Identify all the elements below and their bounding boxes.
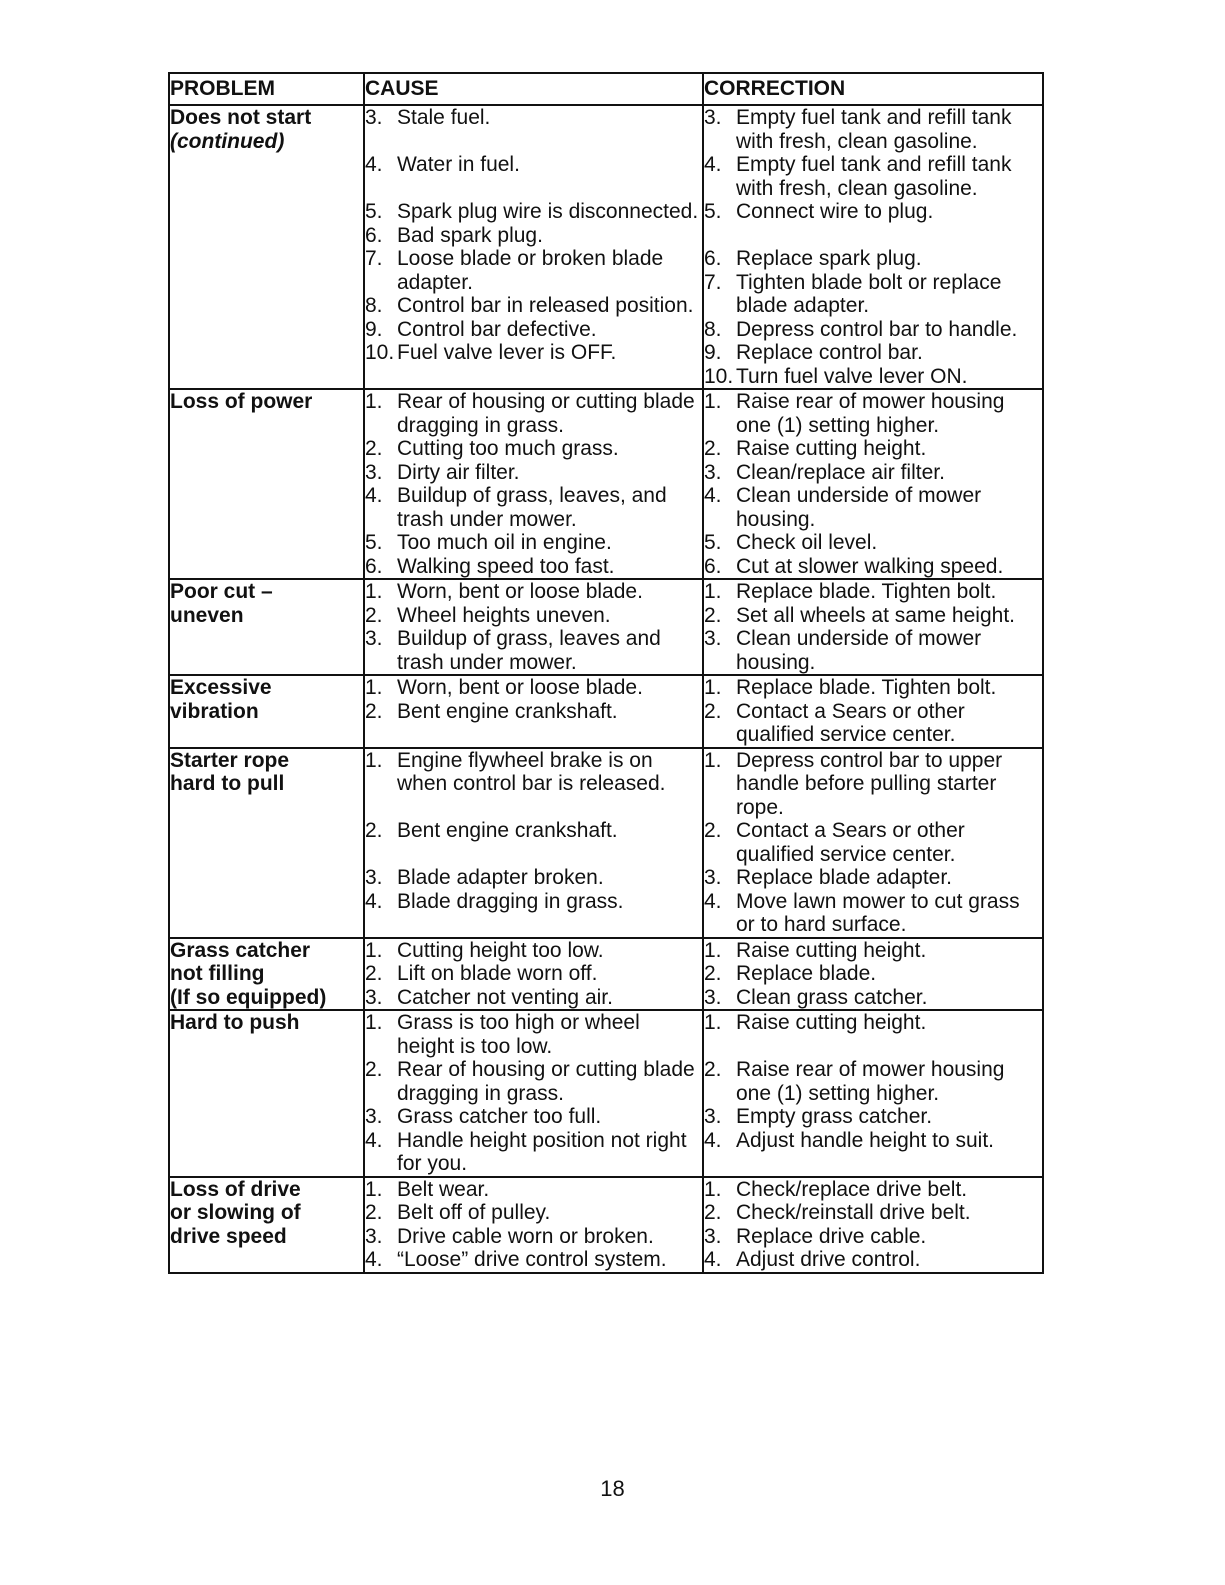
table-row <box>169 389 1043 579</box>
correction-item <box>704 580 1042 604</box>
correction-cell <box>703 675 1043 748</box>
correction-item <box>704 1225 1042 1249</box>
correction-cell <box>703 938 1043 1011</box>
correction-item <box>704 271 1042 318</box>
correction-item <box>704 604 1042 628</box>
item-number: 1. <box>365 1011 383 1034</box>
table-row <box>169 675 1043 748</box>
item-text: Blade dragging in grass. <box>397 889 624 913</box>
cause-item <box>365 1058 702 1105</box>
item-text: Depress control bar to upper handle before pulling starter rope. <box>736 748 1003 819</box>
item-text: Depress control bar to handle. <box>736 317 1018 341</box>
cause-item <box>365 1201 702 1225</box>
correction-item <box>704 866 1042 890</box>
item-text: Replace drive cable. <box>736 1224 927 1248</box>
item-number: 2. <box>365 699 383 723</box>
item-number: 1. <box>365 938 383 962</box>
cause-item <box>365 484 702 531</box>
item-number: 4. <box>365 889 383 913</box>
item-text: Cut at slower walking speed. <box>736 554 1004 578</box>
problem-text: (continued) <box>170 129 285 153</box>
cause-item <box>365 555 702 579</box>
cause-item <box>365 627 702 674</box>
item-text: Raise rear of mower housing one (1) setting higher. <box>736 390 1005 437</box>
cause-item <box>365 437 702 461</box>
correction-item <box>704 700 1042 747</box>
item-number: 2. <box>365 1058 383 1081</box>
item-number: 1. <box>704 748 722 772</box>
item-text: Belt wear. <box>397 1177 490 1201</box>
item-number: 1. <box>704 1011 722 1034</box>
problem-text: Poor cut – <box>170 580 273 603</box>
item-number: 3. <box>365 1224 383 1248</box>
item-text: Replace blade. Tighten bolt. <box>736 676 997 699</box>
item-number: 3. <box>365 106 383 129</box>
item-number: 3. <box>365 460 383 484</box>
correction-cell <box>703 748 1043 938</box>
troubleshooting-table <box>168 72 1044 1274</box>
table-row <box>169 748 1043 938</box>
problem-cell <box>169 389 364 579</box>
item-number: 6. <box>365 554 383 578</box>
problem-text: hard to pull <box>170 772 285 795</box>
cause-item <box>365 1178 702 1202</box>
correction-item <box>704 986 1042 1010</box>
cause-item <box>365 531 702 555</box>
item-number: 3. <box>704 866 722 889</box>
cause-item <box>365 153 702 177</box>
item-number: 2. <box>704 819 722 842</box>
item-text: Clean grass catcher. <box>736 985 928 1009</box>
cause-item <box>365 580 702 604</box>
cause-item <box>365 318 702 342</box>
correction-item <box>704 962 1042 986</box>
item-text: Set all wheels at same height. <box>736 603 1015 627</box>
item-text: Contact a Sears or other qualified service center. <box>736 819 965 866</box>
cause-item <box>365 890 702 914</box>
correction-item <box>704 939 1042 963</box>
item-text: Dirty air filter. <box>397 460 520 484</box>
item-text: Worn, bent or loose blade. <box>397 580 643 603</box>
item-number: 8. <box>704 317 722 341</box>
cause-cell <box>364 389 703 579</box>
header-cause: CAUSE <box>364 73 703 105</box>
problem-text: drive speed <box>170 1224 287 1248</box>
item-text: Wheel heights uneven. <box>397 603 611 627</box>
item-number: 9. <box>365 317 383 341</box>
cause-item <box>365 106 702 130</box>
correction-item <box>704 819 1042 866</box>
table-row <box>169 1010 1043 1177</box>
item-text: Blade adapter broken. <box>397 866 604 889</box>
item-text: Raise cutting height. <box>736 938 927 962</box>
problem-text: Hard to push <box>170 1011 300 1034</box>
item-number: 1. <box>365 1177 383 1201</box>
item-number: 7. <box>704 270 722 294</box>
item-number: 5. <box>365 531 383 554</box>
problem-text: not filling <box>170 962 265 985</box>
cause-cell <box>364 105 703 389</box>
correction-item <box>704 247 1042 271</box>
correction-cell <box>703 1010 1043 1177</box>
cause-item <box>365 247 702 294</box>
spacer <box>365 796 702 820</box>
correction-item <box>704 749 1042 820</box>
item-text: Check oil level. <box>736 531 878 554</box>
item-text: Belt off of pulley. <box>397 1201 551 1224</box>
problem-cell <box>169 675 364 748</box>
item-number: 4. <box>704 1248 722 1271</box>
problem-cell <box>169 1010 364 1177</box>
table-row <box>169 105 1043 389</box>
item-number: 10. <box>365 341 395 364</box>
cause-item <box>365 1129 702 1176</box>
cause-item <box>365 676 702 700</box>
item-number: 3. <box>704 1105 722 1128</box>
problem-text: Excessive <box>170 676 272 699</box>
page-number: 18 <box>600 1476 625 1501</box>
item-text: Raise cutting height. <box>736 437 927 460</box>
item-text: Catcher not venting air. <box>397 985 613 1009</box>
item-text: Too much oil in engine. <box>397 531 612 554</box>
cause-item <box>365 294 702 318</box>
problem-text: Grass catcher <box>170 938 311 962</box>
problem-text: Loss of power <box>170 390 313 413</box>
correction-cell <box>703 1177 1043 1273</box>
item-text: Check/reinstall drive belt. <box>736 1201 971 1224</box>
spacer <box>365 843 702 867</box>
item-text: Replace blade. Tighten bolt. <box>736 580 997 603</box>
item-number: 2. <box>365 962 383 985</box>
item-number: 3. <box>704 1224 722 1248</box>
cause-item <box>365 819 702 843</box>
correction-item <box>704 390 1042 437</box>
item-text: Loose blade or broken blade adapter. <box>397 247 664 294</box>
cause-item <box>365 866 702 890</box>
item-number: 10. <box>704 364 734 388</box>
item-text: Cutting height too low. <box>397 938 604 962</box>
item-number: 2. <box>704 962 722 985</box>
cause-item <box>365 390 702 437</box>
item-text: Rear of housing or cutting blade dragging in grass. <box>397 1058 695 1105</box>
item-number: 6. <box>704 554 722 578</box>
item-number: 9. <box>704 341 722 364</box>
item-number: 2. <box>704 1201 722 1224</box>
item-text: Turn fuel valve lever ON. <box>736 364 968 388</box>
item-text: Cutting too much grass. <box>397 437 619 460</box>
correction-item <box>704 461 1042 485</box>
correction-item <box>704 531 1042 555</box>
problem-cell <box>169 748 364 938</box>
item-number: 3. <box>365 1105 383 1128</box>
item-number: 2. <box>704 699 722 723</box>
item-number: 2. <box>704 437 722 460</box>
item-number: 1. <box>704 1177 722 1201</box>
item-text: Grass is too high or wheel height is too low. <box>397 1011 640 1058</box>
item-text: Bent engine crankshaft. <box>397 819 618 842</box>
item-number: 1. <box>365 390 383 413</box>
item-text: Connect wire to plug. <box>736 200 934 223</box>
item-number: 2. <box>365 1201 383 1224</box>
problem-text: vibration <box>170 699 259 723</box>
item-text: Adjust drive control. <box>736 1248 921 1271</box>
problem-text: (If so equipped) <box>170 985 327 1009</box>
problem-cell <box>169 579 364 675</box>
item-number: 3. <box>704 460 722 484</box>
correction-item <box>704 1129 1042 1153</box>
correction-item <box>704 1105 1042 1129</box>
cause-item <box>365 986 702 1010</box>
item-text: Adjust handle height to suit. <box>736 1128 995 1152</box>
item-text: “Loose” drive control system. <box>397 1248 667 1271</box>
item-text: Clean underside of mower housing. <box>736 484 982 531</box>
problem-cell <box>169 938 364 1011</box>
table-header-row <box>169 73 1043 105</box>
item-number: 4. <box>704 484 722 507</box>
item-text: Grass catcher too full. <box>397 1105 602 1128</box>
item-text: Lift on blade worn off. <box>397 962 598 985</box>
cause-item <box>365 1248 702 1272</box>
header-correction: CORRECTION <box>703 73 1043 105</box>
cause-cell <box>364 675 703 748</box>
problem-text: Does not start <box>170 106 312 129</box>
item-number: 1. <box>704 580 722 603</box>
correction-item <box>704 1058 1042 1105</box>
cause-item <box>365 224 702 248</box>
cause-item <box>365 1011 702 1058</box>
item-text: Water in fuel. <box>397 153 520 176</box>
item-number: 4. <box>704 153 722 176</box>
cause-item <box>365 604 702 628</box>
item-number: 3. <box>704 985 722 1009</box>
correction-item <box>704 555 1042 579</box>
item-text: Buildup of grass, leaves, and trash under mower. <box>397 484 667 531</box>
item-text: Empty fuel tank and refill tank with fresh, clean gasoline. <box>736 153 1012 200</box>
problem-text: Loss of drive <box>170 1177 301 1201</box>
correction-item <box>704 627 1042 674</box>
correction-item <box>704 106 1042 153</box>
item-text: Control bar in released position. <box>397 294 694 317</box>
cause-cell <box>364 1010 703 1177</box>
item-number: 3. <box>704 627 722 650</box>
item-text: Raise cutting height. <box>736 1011 927 1034</box>
item-text: Raise rear of mower housing one (1) setting higher. <box>736 1058 1005 1105</box>
item-text: Drive cable worn or broken. <box>397 1224 654 1248</box>
correction-item <box>704 484 1042 531</box>
cause-item <box>365 962 702 986</box>
cause-item <box>365 700 702 724</box>
correction-item <box>704 437 1042 461</box>
item-number: 1. <box>365 748 383 772</box>
item-number: 1. <box>704 390 722 413</box>
cause-item <box>365 939 702 963</box>
item-number: 1. <box>365 580 383 603</box>
cause-item <box>365 200 702 224</box>
cause-item <box>365 1225 702 1249</box>
spacer <box>365 130 702 154</box>
item-text: Handle height position not right for you. <box>397 1128 687 1175</box>
correction-item <box>704 365 1042 389</box>
item-text: Move lawn mower to cut grass or to hard surface. <box>736 889 1020 936</box>
correction-item <box>704 1178 1042 1202</box>
item-text: Contact a Sears or other qualified service center. <box>736 699 965 746</box>
item-text: Replace control bar. <box>736 341 923 364</box>
item-number: 5. <box>365 200 383 223</box>
correction-cell <box>703 105 1043 389</box>
correction-item <box>704 318 1042 342</box>
cause-cell <box>364 579 703 675</box>
item-number: 2. <box>365 603 383 627</box>
item-text: Control bar defective. <box>397 317 597 341</box>
spacer <box>704 1035 1042 1059</box>
problem-text: uneven <box>170 603 244 627</box>
item-number: 4. <box>365 1128 383 1152</box>
item-text: Bent engine crankshaft. <box>397 699 618 723</box>
item-number: 2. <box>365 437 383 460</box>
item-number: 3. <box>365 627 383 650</box>
correction-cell <box>703 579 1043 675</box>
correction-cell <box>703 389 1043 579</box>
item-number: 5. <box>704 531 722 554</box>
cause-item <box>365 749 702 796</box>
item-number: 2. <box>704 603 722 627</box>
item-text: Worn, bent or loose blade. <box>397 676 643 699</box>
item-number: 3. <box>365 985 383 1009</box>
correction-item <box>704 200 1042 224</box>
table-row <box>169 1177 1043 1273</box>
problem-cell <box>169 105 364 389</box>
item-text: Replace blade. <box>736 962 877 985</box>
item-text: Replace blade adapter. <box>736 866 952 889</box>
cause-item <box>365 1105 702 1129</box>
item-number: 6. <box>704 247 722 270</box>
problem-text: or slowing of <box>170 1201 301 1224</box>
item-text: Check/replace drive belt. <box>736 1177 968 1201</box>
correction-item <box>704 1011 1042 1035</box>
item-number: 2. <box>365 819 383 842</box>
item-number: 3. <box>365 866 383 889</box>
cause-cell <box>364 1177 703 1273</box>
correction-item <box>704 341 1042 365</box>
item-number: 8. <box>365 294 383 317</box>
item-text: Clean underside of mower housing. <box>736 627 982 674</box>
item-number: 4. <box>704 1128 722 1152</box>
problem-cell <box>169 1177 364 1273</box>
item-text: Bad spark plug. <box>397 223 543 247</box>
item-number: 2. <box>704 1058 722 1081</box>
table-row <box>169 938 1043 1011</box>
header-problem: PROBLEM <box>169 73 364 105</box>
correction-item <box>704 153 1042 200</box>
correction-item <box>704 676 1042 700</box>
spacer <box>365 177 702 201</box>
item-number: 1. <box>704 676 722 699</box>
cause-cell <box>364 748 703 938</box>
item-text: Engine flywheel brake is on when control bar is released. <box>397 748 666 795</box>
cause-cell <box>364 938 703 1011</box>
item-text: Tighten blade bolt or replace blade adapter. <box>736 270 1002 317</box>
item-text: Stale fuel. <box>397 106 491 129</box>
item-number: 4. <box>704 889 722 913</box>
item-text: Clean/replace air filter. <box>736 460 945 484</box>
correction-item <box>704 1201 1042 1225</box>
item-text: Buildup of grass, leaves and trash under mower. <box>397 627 661 674</box>
cause-item <box>365 341 702 365</box>
item-number: 1. <box>704 938 722 962</box>
item-text: Rear of housing or cutting blade dragging in grass. <box>397 390 695 437</box>
item-number: 4. <box>365 1248 383 1271</box>
correction-item <box>704 1248 1042 1272</box>
table-body <box>169 105 1043 1273</box>
item-number: 5. <box>704 200 722 223</box>
item-number: 1. <box>365 676 383 699</box>
item-text: Fuel valve lever is OFF. <box>397 341 617 364</box>
item-text: Spark plug wire is disconnected. <box>397 200 699 223</box>
table-row <box>169 579 1043 675</box>
item-text: Replace spark plug. <box>736 247 922 270</box>
item-number: 3. <box>704 106 722 129</box>
problem-text: Starter rope <box>170 748 290 772</box>
item-number: 7. <box>365 247 383 270</box>
item-text: Walking speed too fast. <box>397 554 615 578</box>
cause-item <box>365 461 702 485</box>
item-text: Empty grass catcher. <box>736 1105 933 1128</box>
item-number: 4. <box>365 484 383 507</box>
correction-item <box>704 890 1042 937</box>
spacer <box>704 224 1042 248</box>
item-number: 6. <box>365 223 383 247</box>
item-number: 4. <box>365 153 383 176</box>
item-text: Empty fuel tank and refill tank with fresh, clean gasoline. <box>736 106 1012 153</box>
